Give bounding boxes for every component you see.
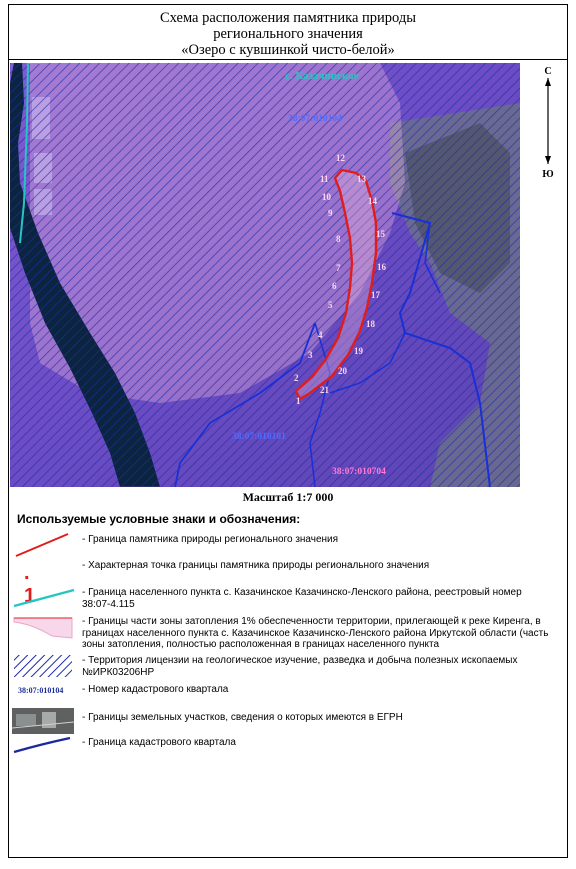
point-label-15: 15	[376, 229, 385, 239]
point-label-20: 20	[338, 366, 347, 376]
point-label-2: 2	[294, 373, 299, 383]
title-line-2: регионального значения	[213, 26, 363, 42]
compass-south: Ю	[542, 169, 554, 180]
point-number-icon: . 1	[24, 562, 36, 607]
map-canvas[interactable]	[10, 63, 520, 487]
cadastral-label-3: 38:07:010704	[332, 467, 386, 477]
point-label-6: 6	[332, 281, 337, 291]
cadastral-label-2: 38:07:010101	[232, 432, 286, 442]
point-label-9: 9	[328, 208, 333, 218]
north-arrow	[536, 64, 560, 180]
point-label-1: 1	[296, 396, 301, 406]
legend-text-7: - Границы земельных участков, сведения о которых имеются в ЕГРН	[82, 712, 403, 723]
point-label-14: 14	[368, 196, 377, 206]
compass-north: С	[544, 66, 552, 77]
license-hatch-overlay	[10, 63, 520, 487]
point-label-5: 5	[328, 300, 333, 310]
legend-text-5: - Территория лицензии на геологическое изучение, разведка и добыча полезных ископаемых №ИРК03206НР	[82, 655, 518, 678]
point-label-4: 4	[318, 330, 323, 340]
point-label-11: 11	[320, 174, 329, 184]
pink-area-icon	[12, 614, 74, 640]
scale-label: Масштаб 1:7 000	[242, 490, 334, 504]
point-label-19: 19	[354, 346, 363, 356]
legend-title: Используемые условные знаки и обозначения:	[17, 512, 301, 526]
point-label-21: 21	[320, 385, 329, 395]
legend-text-1: - Граница памятника природы регионального значения	[82, 534, 339, 545]
point-label-12: 12	[336, 153, 345, 163]
legend-text-2: - Характерная точка границы памятника природы регионального значения	[82, 560, 430, 571]
point-label-8: 8	[336, 234, 341, 244]
point-label-10: 10	[322, 192, 331, 202]
cadastral-number-icon: 38:07:010104	[18, 686, 64, 695]
legend-text-6: - Номер кадастрового квартала	[82, 684, 229, 695]
point-label-3: 3	[308, 350, 313, 360]
blue-hatch-icon	[12, 653, 74, 679]
map-title-box	[8, 4, 568, 60]
point-label-18: 18	[366, 319, 375, 329]
cyan-line-icon	[12, 586, 78, 610]
title-line-3: «Озеро с кувшинкой чисто-белой»	[181, 42, 395, 58]
legend-text-8: - Граница кадастрового квартала	[82, 737, 236, 748]
blue-line-icon	[12, 734, 74, 756]
point-label-7: 7	[336, 263, 341, 273]
red-line-icon	[12, 530, 72, 560]
settlement-label: с. Казачинское	[285, 70, 359, 82]
legend-text-4: - Границы части зоны затопления 1% обеспеченности территории, прилегающей к реке Киренга, в границах населенного пункта с. Казачинское Казачинско-Ленского района Иркутской области (часть зоны затопления, полностью расположенная в границах населенного пункта	[82, 616, 549, 650]
title-line-1: Схема расположения памятника природы	[159, 10, 417, 26]
point-label-16: 16	[377, 262, 386, 272]
point-label-13: 13	[357, 174, 366, 184]
parcel-image-icon	[12, 708, 74, 734]
map-view[interactable]	[10, 63, 520, 487]
legend-text-3: - Граница населенного пункта с. Казачинское Казачинско-Ленского района, реестровый номер 38:07-4.115	[82, 587, 522, 610]
cadastral-label-1: 38:07:010104	[288, 114, 342, 124]
point-label-17: 17	[371, 290, 380, 300]
